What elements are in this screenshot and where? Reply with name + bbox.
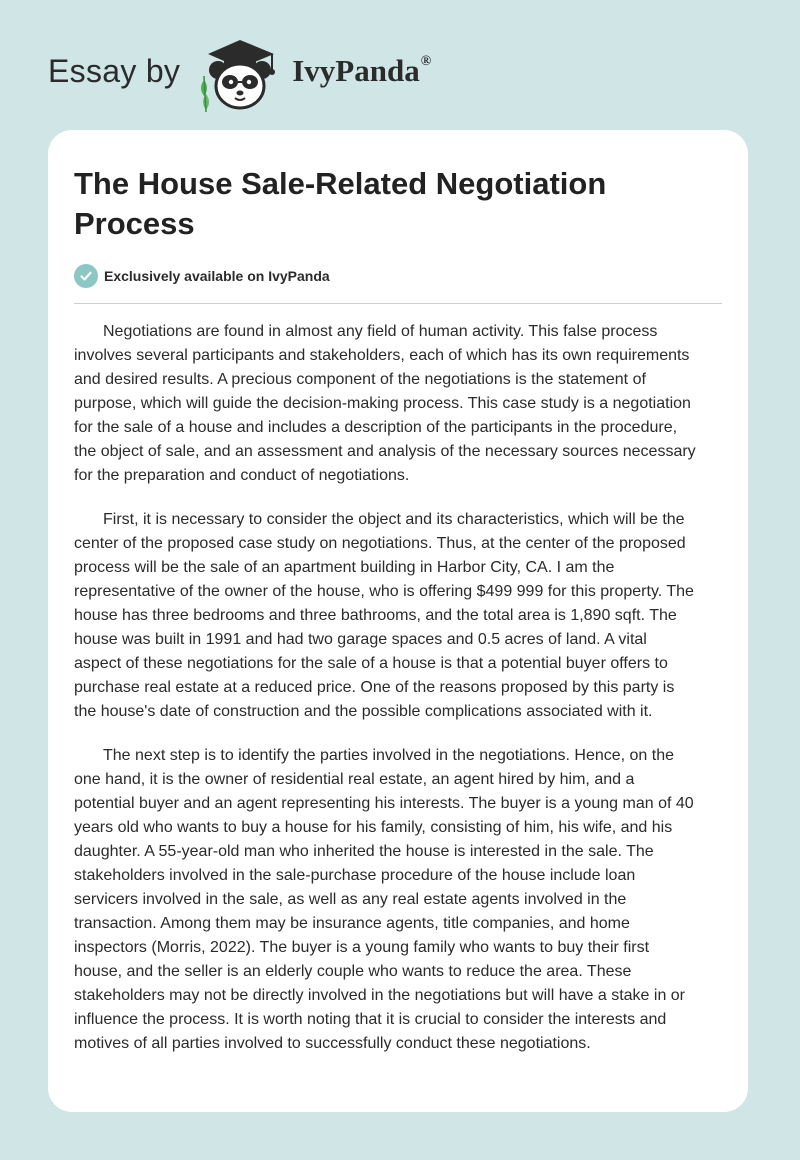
divider xyxy=(74,303,722,304)
site-header xyxy=(48,36,431,112)
panda-graduate-icon[interactable] xyxy=(194,36,286,112)
paragraph: The next step is to identify the parties involved in the negotiations. Hence, on the one hand, it is the owner of residential real estate, an agent hired by him, and a potential buyer and an agent representing his interests. The buyer is a young man of 40 years old who wants to buy a house for his family, consisting of him, his wife, and his daughter. A 55-year-old man who inherited the house is interested in the sale. The stakeholders involved in the sale-purchase procedure of the house include loan servicers involved in the sale, as well as any real estate agents involved in the transaction. Among them may be insurance agents, title companies, and home inspectors (Morris, 2022). The buyer is a young family who wants to buy their first house, and the seller is an elderly couple who wants to reduce the area. These stakeholders may not be directly involved in the negotiations but will have a stake in or influence the process. It is worth noting that it is crucial to consider the interests and motives of all parties involved to successfully conduct these negotiations. xyxy=(74,747,694,1052)
article-body xyxy=(74,320,722,1076)
checkmark-icon xyxy=(74,264,98,288)
article-title: The House Sale-Related Negotiation Process xyxy=(74,166,607,241)
exclusive-label: Exclusively available on IvyPanda xyxy=(104,268,330,284)
article-card xyxy=(48,130,748,1112)
registered-mark: ® xyxy=(420,54,432,69)
exclusive-badge xyxy=(74,264,330,288)
essay-by-label: Essay by xyxy=(48,52,181,89)
paragraph: Negotiations are found in almost any field of human activity. This false process involves several participants and stakeholders, each of which has its own requirements and desired results. A precious component of the negotiations is the statement of purpose, which will guide the decision-making process. This case study is a negotiation for the sale of a house and includes a description of the participants in the procedure, the object of sale, and an assessment and analysis of the necessary sources necessary for the preparation and conduct of negotiations. xyxy=(74,323,696,484)
paragraph: First, it is necessary to consider the object and its characteristics, which will be the center of the proposed case study on negotiations. Thus, at the center of the proposed process will be the sale of an apartment building in Harbor City, CA. I am the representative of the owner of the house, who is offering $499 999 for this property. The house has three bedrooms and three bathrooms, and the total area is 1,890 sqft. The house was built in 1991 and had two garage spaces and 0.5 acres of land. A vital aspect of these negotiations for the sale of a house is that a potential buyer offers to purchase real estate at a reduced price. One of the reasons proposed by this party is the house's date of construction and the possible complications associated with it. xyxy=(74,511,694,720)
brand-name[interactable]: IvyPanda® xyxy=(292,53,432,88)
